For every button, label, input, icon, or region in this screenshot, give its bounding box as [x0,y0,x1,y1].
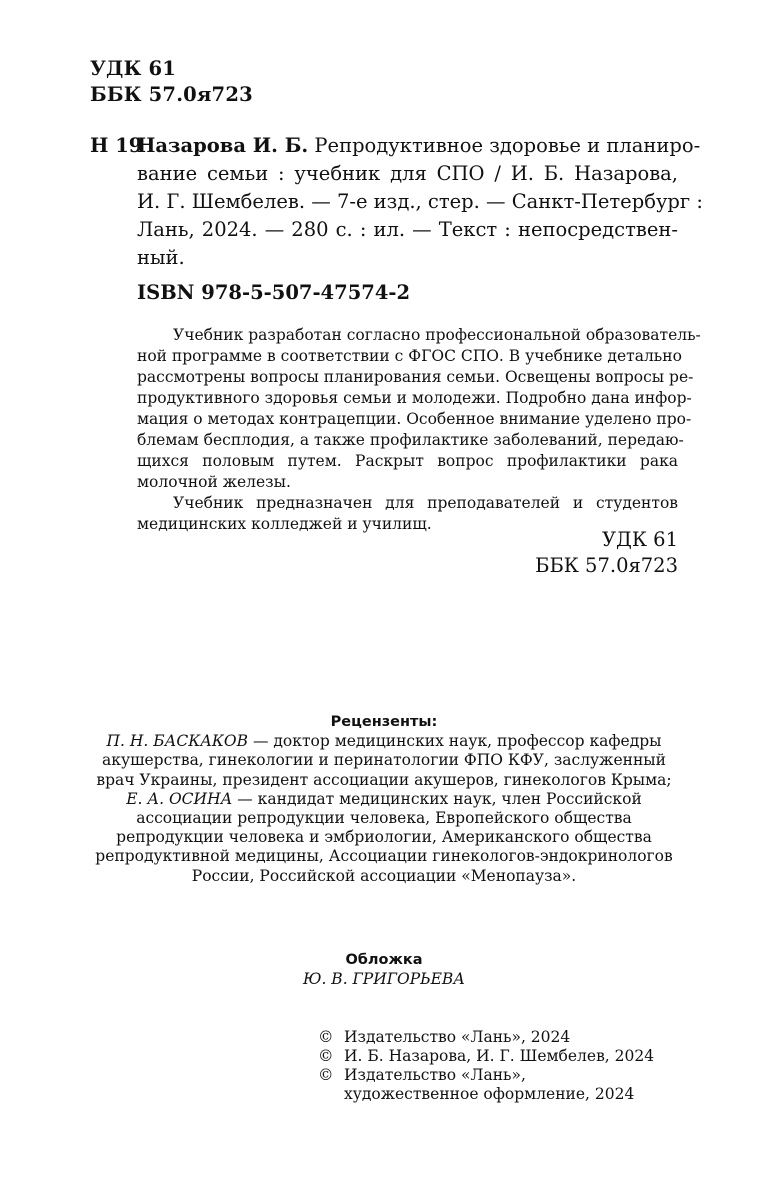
bibliographic-entry [137,132,703,272]
footer-classification [535,527,678,579]
reviewer-line: врач Украины, президент ассоциации акушеров, гинекологов Крыма; [96,770,672,789]
abstract-line: медицинских колледжей и училищ. [137,515,432,533]
abstract-line: Учебник предназначен для преподавателей и студентов [173,494,678,512]
copyright-row: © И. Б. Назарова, И. Г. Шембелев, 2024 [318,1047,655,1065]
abstract-line: мация о методах контрацепции. Особенное внимание уделено про- [137,410,692,428]
copyright-continuation: художественное оформление, 2024 [344,1085,635,1103]
header-udk: УДК 61 [90,57,177,80]
copyright-icon: © [318,1047,334,1065]
reviewer-line: России, Российской ассоциации «Менопауза». [191,866,577,885]
reviewer-line: П. Н. БАСКАКОВ — доктор медицинских наук, профессор кафедры [106,732,662,751]
biblio-line: И. Г. Шембелев. — 7-е изд., стер. — Санкт-Петербург : [137,190,703,213]
abstract-line: Учебник разработан согласно профессиональной образователь- [173,326,701,344]
reviewer-line: акушерства, гинекологии и перинатологии ФПО КФУ, заслуженный [102,751,666,770]
header-classification [90,56,253,108]
biblio-line: вание семьи : учебник для СПО / И. Б. Назарова, [137,162,678,185]
cover-credit [60,951,708,989]
classification-udk: УДК 61 [601,528,678,551]
reviewers-heading: Рецензенты: [330,714,438,730]
abstract-line: ной программе в соответствии с ФГОС СПО. В учебнике детально [137,347,682,365]
abstract-line: блемам бесплодия, а также профилактике заболеваний, передаю- [137,431,684,449]
reviewer-line: репродукции человека и эмбриологии, Американского общества [116,828,652,847]
abstract-line: продуктивного здоровья семьи и молодежи. Подробно дана инфор- [137,389,692,407]
reviewers-section [60,713,708,886]
cover-heading: Обложка [345,952,423,968]
abstract-line: щихся половым путем. Раскрыт вопрос профилактики рака [137,452,678,470]
author-mark: Н 19 [90,134,143,157]
reviewer-line: Е. А. ОСИНА — кандидат медицинских наук, член Российской [126,789,642,808]
copyright-row: © Издательство «Лань», 2024 [318,1028,571,1046]
header-bbk: ББК 57.0я723 [90,83,253,106]
abstract [137,325,701,535]
biblio-line: ный. [137,246,185,269]
copyright-block [318,1028,654,1104]
isbn: ISBN 978-5-507-47574-2 [137,281,411,304]
classification-bbk: ББК 57.0я723 [535,554,678,577]
biblio-line: Назарова И. Б. Репродуктивное здоровье и планиро- [137,134,701,157]
reviewer-line: репродуктивной медицины, Ассоциации гинекологов-эндокринологов [95,847,673,866]
copyright-icon: © [318,1066,334,1084]
reviewer-line: ассоциации репродукции человека, Европейского общества [136,809,632,828]
abstract-line: молочной железы. [137,473,291,491]
copyright-icon: © [318,1028,334,1046]
biblio-line: Лань, 2024. — 280 с. : ил. — Текст : непосредствен- [137,218,678,241]
abstract-line: рассмотрены вопросы планирования семьи. Освещены вопросы ре- [137,368,694,386]
reviewer-name: Е. А. ОСИНА [126,789,233,808]
author-name: Назарова И. Б. [137,134,309,157]
reviewer-name: П. Н. БАСКАКОВ [106,732,249,751]
copyright-row: © Издательство «Лань», [318,1066,526,1084]
cover-designer: Ю. В. ГРИГОРЬЕВА [302,970,466,989]
